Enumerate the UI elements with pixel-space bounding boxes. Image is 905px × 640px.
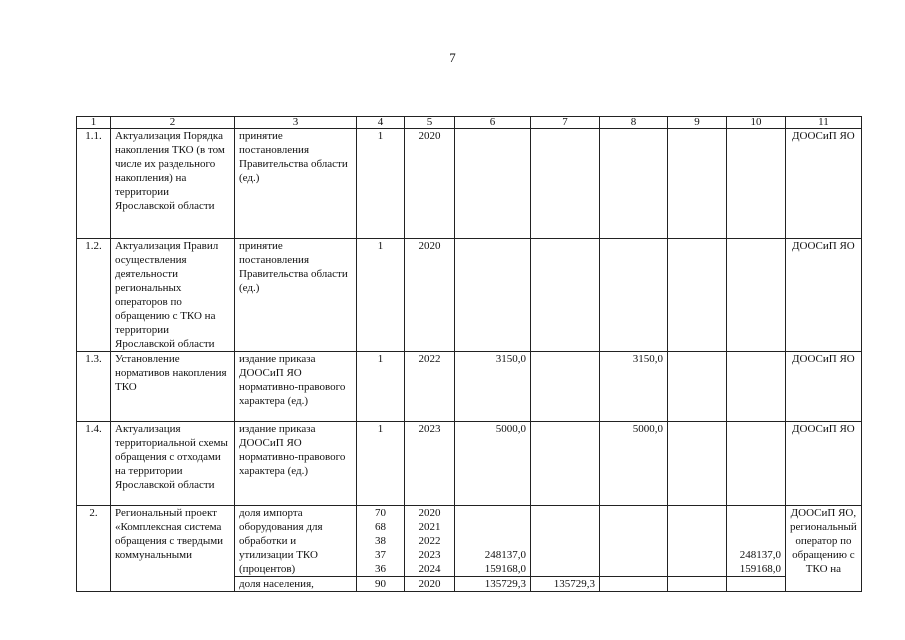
indicator-value: 70 — [375, 507, 386, 519]
indicator-values — [357, 506, 405, 577]
amount-col8: 3150,0 — [600, 352, 668, 422]
year: 2023 — [418, 549, 441, 561]
amount — [459, 520, 526, 534]
header-cell: 9 — [668, 117, 727, 129]
indicator-value: 36 — [375, 563, 386, 575]
executor: ДООСиП ЯО — [786, 239, 862, 352]
header-row — [77, 117, 862, 129]
header-cell: 5 — [405, 117, 455, 129]
year: 2022 — [405, 352, 455, 422]
amount-col8 — [600, 129, 668, 239]
header-cell: 7 — [531, 117, 600, 129]
amount-col10 — [727, 352, 786, 422]
header-cell: 6 — [455, 117, 531, 129]
amount-col9 — [668, 352, 727, 422]
year: 2020 — [418, 507, 441, 519]
amount-col9 — [668, 577, 727, 592]
indicator: издание приказа ДООСиП ЯО нормативно-правового характера (ед.) — [235, 352, 357, 422]
executor: ДООСиП ЯО — [786, 422, 862, 506]
amount-col10 — [727, 129, 786, 239]
year: 2020 — [405, 239, 455, 352]
header-cell: 11 — [786, 117, 862, 129]
table-row — [77, 506, 862, 577]
table-row — [77, 352, 862, 422]
measure-name: Региональный проект «Комплексная система обращения с твердыми коммунальными — [111, 506, 235, 592]
measure-name: Актуализация Порядка накопления ТКО (в том числе их раздельного накопления) на территории Ярославской области — [111, 129, 235, 239]
amount-col9 — [668, 129, 727, 239]
amount-total: 5000,0 — [455, 422, 531, 506]
indicator-value: 68 — [375, 521, 386, 533]
amount-col10 — [727, 422, 786, 506]
amount-col7 — [531, 422, 600, 506]
table-row — [77, 239, 862, 352]
amount — [731, 520, 781, 534]
year: 2024 — [418, 563, 441, 575]
indicator: принятие постановления Правительства области (ед.) — [235, 239, 357, 352]
row-number: 1.3. — [77, 352, 111, 422]
year: 2021 — [418, 521, 441, 533]
table-row — [77, 422, 862, 506]
amount — [459, 506, 526, 520]
indicator-value: 1 — [357, 422, 405, 506]
executor: ДООСиП ЯО — [786, 352, 862, 422]
amount: 159168,0 — [484, 563, 526, 575]
year: 2022 — [418, 535, 441, 547]
executor: ДООСиП ЯО — [786, 129, 862, 239]
row-number: 1.2. — [77, 239, 111, 352]
year: 2020 — [405, 129, 455, 239]
indicator-value: 37 — [375, 549, 386, 561]
header-cell: 10 — [727, 117, 786, 129]
header-cell: 8 — [600, 117, 668, 129]
year: 2020 — [405, 577, 455, 592]
row-number: 2. — [77, 506, 111, 592]
indicator: издание приказа ДООСиП ЯО нормативно-правового характера (ед.) — [235, 422, 357, 506]
amount: 248137,0 — [739, 549, 781, 561]
amount — [731, 506, 781, 520]
header-cell: 1 — [77, 117, 111, 129]
amount-col7: 135729,3 — [531, 577, 600, 592]
year: 2023 — [405, 422, 455, 506]
header-cell: 3 — [235, 117, 357, 129]
amount-col8 — [600, 239, 668, 352]
amount-total: 135729,3 — [455, 577, 531, 592]
amount-col8 — [600, 506, 668, 577]
indicator: доля населения, — [235, 577, 357, 592]
amount-col10 — [727, 506, 786, 577]
amount-total — [455, 506, 531, 577]
amount-col8 — [600, 577, 668, 592]
measure-name: Актуализация Правил осуществления деятельности региональных операторов по обращению с ТКО на территории Ярославской области — [111, 239, 235, 352]
measure-name: Установление нормативов накопления ТКО — [111, 352, 235, 422]
amount-col8: 5000,0 — [600, 422, 668, 506]
table-row — [77, 129, 862, 239]
amount-col7 — [531, 352, 600, 422]
row-number: 1.4. — [77, 422, 111, 506]
page-number: 7 — [449, 50, 456, 65]
amount-col7 — [531, 239, 600, 352]
amount-col7 — [531, 506, 600, 577]
years — [405, 506, 455, 577]
indicator: принятие постановления Правительства области (ед.) — [235, 129, 357, 239]
amount-col10 — [727, 577, 786, 592]
indicator-value: 1 — [357, 239, 405, 352]
amount-col7 — [531, 129, 600, 239]
amount-col9 — [668, 506, 727, 577]
amount — [731, 534, 781, 548]
header-cell: 4 — [357, 117, 405, 129]
amount: 159168,0 — [739, 563, 781, 575]
indicator-value: 1 — [357, 129, 405, 239]
header-cell: 2 — [111, 117, 235, 129]
amount-total — [455, 129, 531, 239]
amount-col9 — [668, 422, 727, 506]
amount-total: 3150,0 — [455, 352, 531, 422]
amount-total — [455, 239, 531, 352]
amount — [459, 534, 526, 548]
amount: 248137,0 — [484, 549, 526, 561]
measure-name: Актуализация территориальной схемы обращения с отходами на территории Ярославской области — [111, 422, 235, 506]
indicator-value: 90 — [357, 577, 405, 592]
row-number: 1.1. — [77, 129, 111, 239]
indicator-value: 38 — [375, 535, 386, 547]
program-table — [76, 116, 862, 592]
executor: ДООСиП ЯО, региональный оператор по обращению с ТКО на — [786, 506, 862, 592]
amount-col10 — [727, 239, 786, 352]
indicator-value: 1 — [357, 352, 405, 422]
indicator: доля импорта оборудования для обработки и утилизации ТКО (процентов) — [235, 506, 357, 577]
amount-col9 — [668, 239, 727, 352]
